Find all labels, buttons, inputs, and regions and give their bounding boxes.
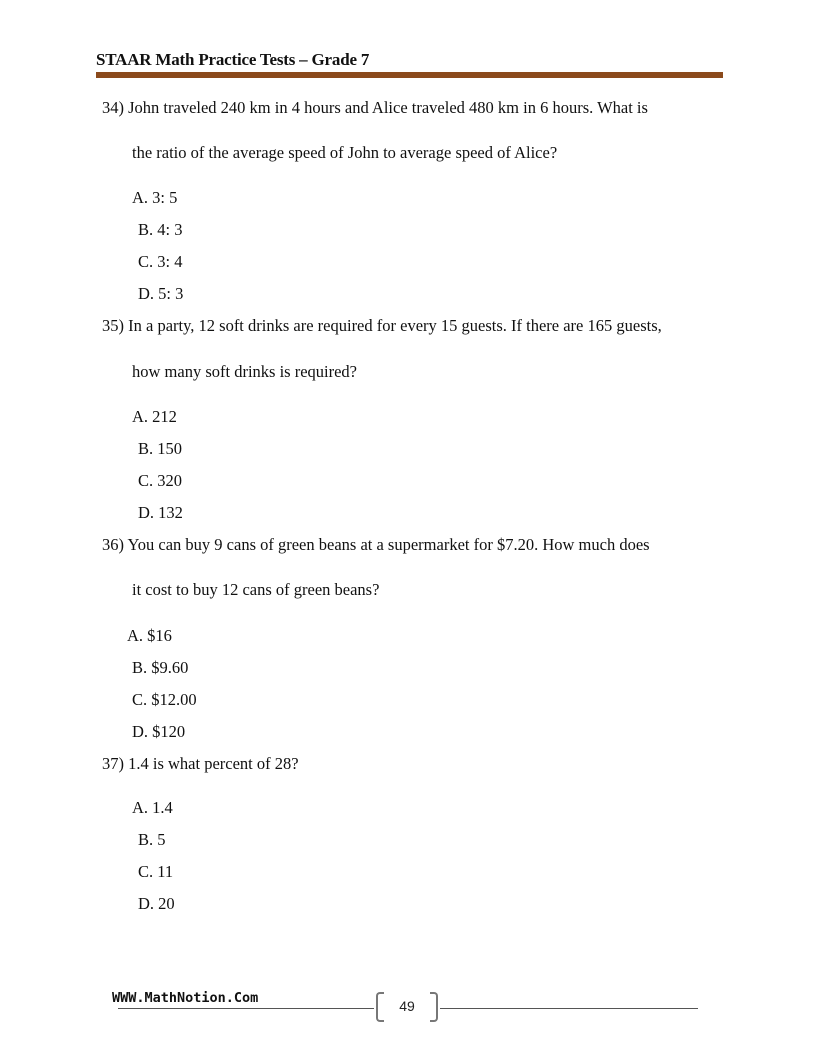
option-a: A. 212	[132, 407, 177, 426]
option-c: C. $12.00	[132, 690, 197, 709]
header-title: STAAR Math Practice Tests – Grade 7	[96, 50, 370, 69]
option-b: B. 4: 3	[138, 220, 183, 239]
option-c: C. 3: 4	[138, 252, 183, 271]
option-b: B. 150	[138, 439, 183, 458]
question-text: 34) John traveled 240 km in 4 hours and Alice traveled 480 km in 6 hours. What is	[102, 98, 648, 117]
page-number: 49	[399, 998, 415, 1014]
option-d: D. $120	[132, 722, 186, 741]
question-text-continued: it cost to buy 12 cans of green beans?	[132, 580, 380, 599]
option-c: C. 11	[138, 862, 174, 881]
option-c: C. 320	[138, 471, 183, 490]
option-d: D. 20	[138, 894, 175, 913]
question-text: 35) In a party, 12 soft drinks are required for every 15 guests. If there are 165 guests,	[102, 316, 662, 335]
question-text: 36) You can buy 9 cans of green beans at a supermarket for $7.20. How much does	[102, 535, 650, 554]
footer-rule-right	[440, 1008, 698, 1009]
option-b: B. 5	[138, 830, 166, 849]
option-d: D. 132	[138, 503, 183, 522]
footer-website: WWW.MathNotion.Com	[112, 990, 259, 1006]
page-number-box	[376, 992, 438, 1022]
question-text: 37) 1.4 is what percent of 28?	[102, 754, 299, 773]
question-text-continued: how many soft drinks is required?	[132, 362, 357, 381]
question-text-continued: the ratio of the average speed of John to average speed of Alice?	[132, 143, 558, 162]
option-d: D. 5: 3	[138, 284, 184, 303]
option-a: A. 1.4	[132, 798, 173, 817]
option-a: A. $16	[127, 626, 172, 645]
option-b: B. $9.60	[132, 658, 189, 677]
footer-rule-left	[118, 1008, 374, 1009]
header-rule	[96, 72, 723, 78]
option-a: A. 3: 5	[132, 188, 178, 207]
